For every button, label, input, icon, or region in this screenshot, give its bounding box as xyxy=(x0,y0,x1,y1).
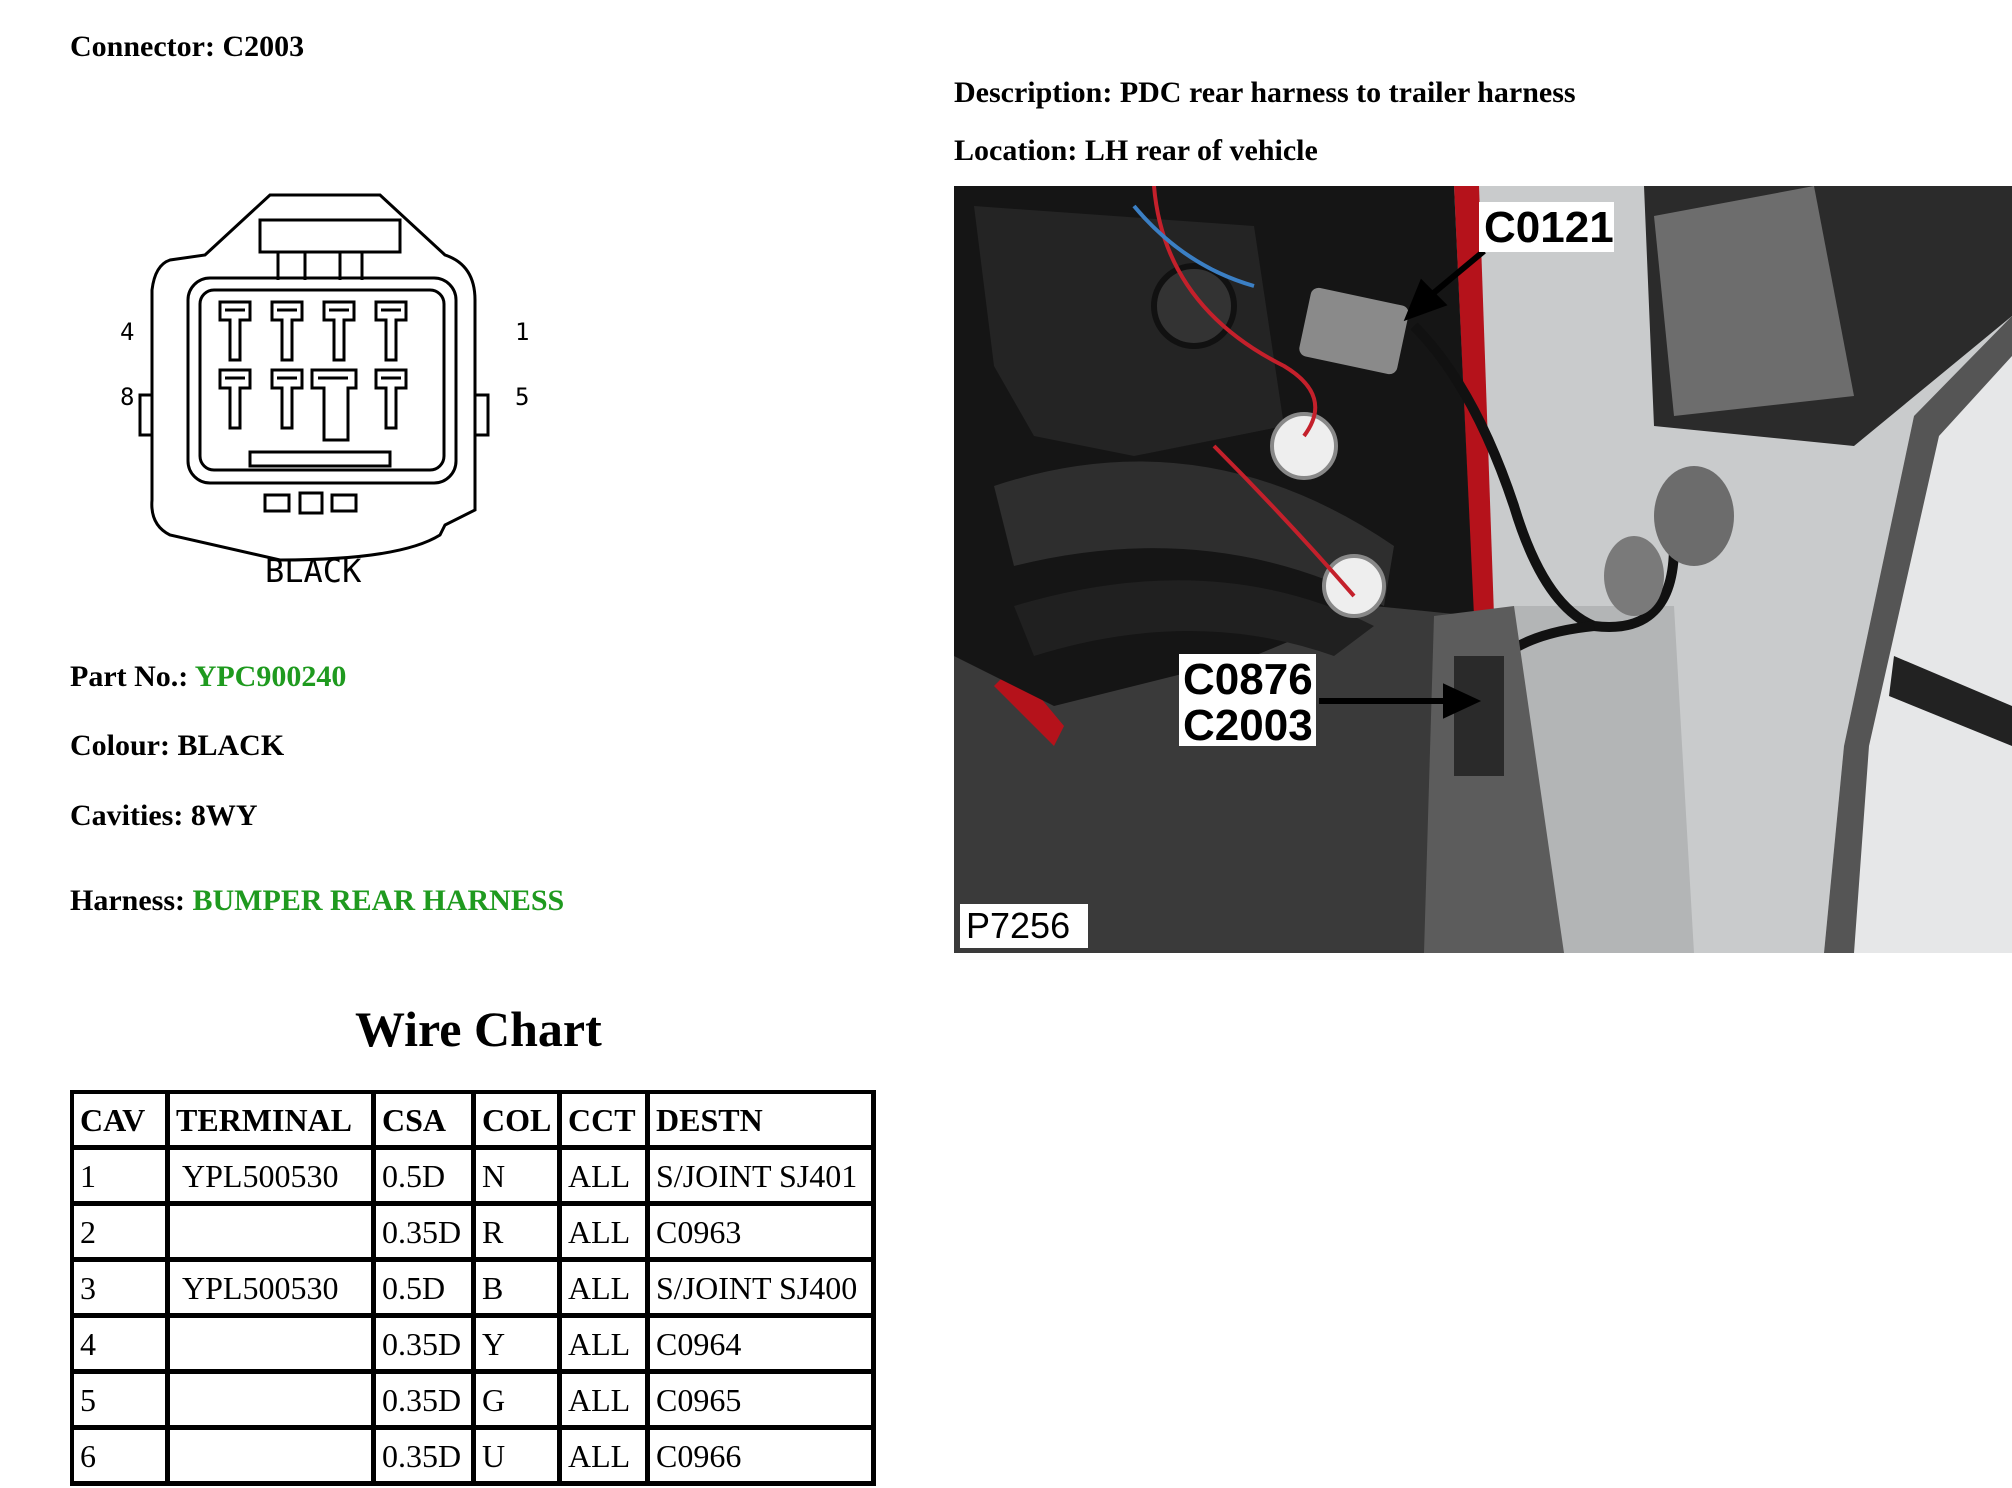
cell-col: N xyxy=(476,1150,562,1206)
vehicle-location-photo xyxy=(954,186,2012,953)
location-value: LH rear of vehicle xyxy=(1084,134,1318,167)
location-label: Location: xyxy=(954,134,1078,167)
cell-terminal xyxy=(170,1206,376,1262)
cell-cct: ALL xyxy=(562,1206,650,1262)
key-slot xyxy=(250,452,390,466)
cavities-value: 8WY xyxy=(190,799,258,832)
colour-value: BLACK xyxy=(177,729,285,762)
cell-destn: C0966 xyxy=(650,1430,876,1486)
left-notch xyxy=(140,395,152,435)
location xyxy=(954,134,1318,168)
pinout-colour-label: BLACK xyxy=(265,552,362,590)
table-row xyxy=(74,1150,876,1206)
wire-chart-title: Wire Chart xyxy=(355,1001,602,1057)
table-row xyxy=(74,1430,876,1486)
col-header-cav: CAV xyxy=(74,1094,170,1150)
col-header-csa: CSA xyxy=(376,1094,476,1150)
col-header-terminal: TERMINAL xyxy=(170,1094,376,1150)
connector-pinout-diagram xyxy=(100,180,560,600)
cell-col: Y xyxy=(476,1318,562,1374)
description xyxy=(954,76,1576,110)
colour xyxy=(70,729,284,763)
cell-csa: 0.5D xyxy=(376,1262,476,1318)
table-row xyxy=(74,1318,876,1374)
cell-terminal xyxy=(170,1318,376,1374)
col-header-destn: DESTN xyxy=(650,1094,876,1150)
cell-cct: ALL xyxy=(562,1430,650,1486)
cell-csa: 0.35D xyxy=(376,1206,476,1262)
cell-cct: ALL xyxy=(562,1262,650,1318)
cell-destn: S/JOINT SJ401 xyxy=(650,1150,876,1206)
callout-c0121: C0121 xyxy=(1484,203,1614,252)
cell-cct: ALL xyxy=(562,1374,650,1430)
cell-cav: 2 xyxy=(74,1206,170,1262)
pin-label-5: 5 xyxy=(515,383,530,411)
harness-label: Harness: xyxy=(70,884,185,917)
photo-reference: P7256 xyxy=(966,905,1071,946)
cell-col: B xyxy=(476,1262,562,1318)
description-label: Description: xyxy=(954,76,1113,109)
cell-csa: 0.5D xyxy=(376,1150,476,1206)
table-row xyxy=(74,1374,876,1430)
cell-col: U xyxy=(476,1430,562,1486)
pin-label-8: 8 xyxy=(120,383,135,411)
table-row xyxy=(74,1206,876,1262)
cell-col: R xyxy=(476,1206,562,1262)
pin-label-1: 1 xyxy=(515,318,530,346)
col-header-cct: CCT xyxy=(562,1094,650,1150)
cell-col: G xyxy=(476,1374,562,1430)
col-header-col: COL xyxy=(476,1094,562,1150)
cell-terminal xyxy=(170,1430,376,1486)
part-no-label: Part No.: xyxy=(70,660,189,693)
cell-cav: 1 xyxy=(74,1150,170,1206)
cell-cav: 5 xyxy=(74,1374,170,1430)
cell-csa: 0.35D xyxy=(376,1430,476,1486)
cell-terminal xyxy=(170,1374,376,1430)
cavities-label: Cavities: xyxy=(70,799,184,832)
latch-outline xyxy=(260,220,400,280)
connector-label: Connector: xyxy=(70,30,215,63)
callout-c0876: C0876 xyxy=(1183,655,1313,704)
harness xyxy=(70,884,564,918)
cell-destn: C0964 xyxy=(650,1318,876,1374)
description-value: PDC rear harness to trailer harness xyxy=(1119,76,1576,109)
wire-chart-table xyxy=(70,1090,876,1486)
cell-cav: 4 xyxy=(74,1318,170,1374)
cell-csa: 0.35D xyxy=(376,1318,476,1374)
colour-label: Colour: xyxy=(70,729,170,762)
table-row xyxy=(74,1262,876,1318)
cell-cct: ALL xyxy=(562,1318,650,1374)
cell-destn: S/JOINT SJ400 xyxy=(650,1262,876,1318)
vent-1 xyxy=(265,495,289,511)
cell-cav: 6 xyxy=(74,1430,170,1486)
part-no xyxy=(70,660,346,694)
harness-value: BUMPER REAR HARNESS xyxy=(192,884,565,917)
part-no-value: YPC900240 xyxy=(194,660,347,693)
connector-value: C2003 xyxy=(222,30,305,63)
terminal-cavities xyxy=(220,302,406,440)
cell-destn: C0965 xyxy=(650,1374,876,1430)
cell-csa: 0.35D xyxy=(376,1374,476,1430)
vent-3 xyxy=(332,495,356,511)
cell-terminal: YPL500530 xyxy=(170,1150,376,1206)
cell-terminal: YPL500530 xyxy=(170,1262,376,1318)
callout-c2003: C2003 xyxy=(1183,701,1313,750)
cell-destn: C0963 xyxy=(650,1206,876,1262)
cell-cav: 3 xyxy=(74,1262,170,1318)
vent-2 xyxy=(300,493,322,513)
connector-title xyxy=(70,30,304,64)
right-notch xyxy=(475,395,488,435)
wire-chart-header-row xyxy=(74,1094,876,1150)
cell-cct: ALL xyxy=(562,1150,650,1206)
pin-label-4: 4 xyxy=(120,318,135,346)
cavities xyxy=(70,799,257,833)
